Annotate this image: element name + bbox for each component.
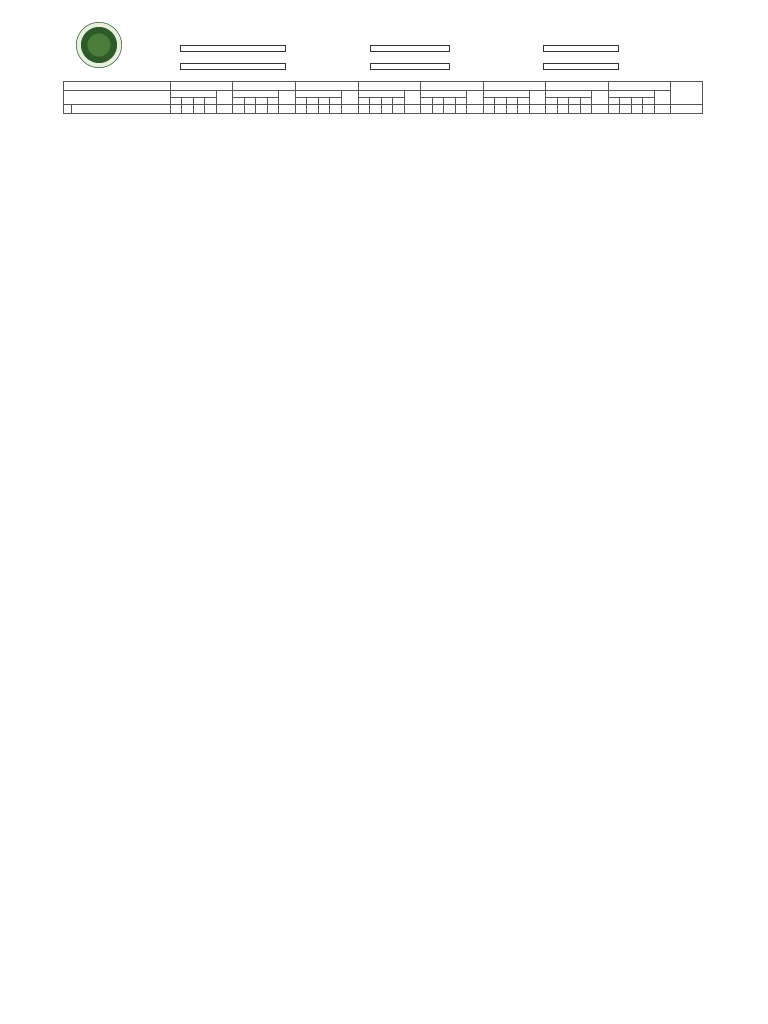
quarter-number-header (546, 98, 558, 105)
quarter-number-header (580, 98, 592, 105)
table-cell (370, 105, 382, 114)
quarter-number-header (170, 98, 182, 105)
grades-table-male (63, 81, 703, 114)
table-cell (444, 105, 456, 114)
table-cell (580, 105, 592, 114)
quarter-number-header (182, 98, 194, 105)
quarter-number-header (483, 98, 495, 105)
table-cell (307, 105, 319, 114)
quarter-header (608, 91, 654, 98)
quarter-number-header (381, 98, 393, 105)
table-cell (620, 105, 632, 114)
quarter-number-header (267, 98, 279, 105)
quarter-number-header (330, 98, 342, 105)
table-cell (193, 105, 205, 114)
table-cell (295, 105, 307, 114)
table-cell (483, 105, 495, 114)
quarter-header (295, 91, 341, 98)
table-cell (592, 105, 609, 114)
quarter-number-header (233, 98, 245, 105)
final-grade-header (467, 91, 484, 105)
table-cell (256, 105, 268, 114)
subject-header (170, 82, 233, 91)
final-grade-header (654, 91, 671, 105)
table-cell (393, 105, 405, 114)
table-cell (279, 105, 296, 114)
names-of-learners-header (64, 91, 171, 105)
table-cell (404, 105, 421, 114)
group-label (72, 105, 171, 114)
quarter-number-header (205, 98, 217, 105)
subject-header (295, 82, 358, 91)
final-grade-header (341, 91, 358, 105)
quarter-number-header (358, 98, 370, 105)
quarter-number-header (608, 98, 620, 105)
table-cell (216, 105, 233, 114)
group-row (64, 105, 703, 114)
quarter-number-header (557, 98, 569, 105)
quarter-number-header (495, 98, 507, 105)
quarter-number-header (569, 98, 581, 105)
deped-seal-logo (76, 22, 122, 68)
table-cell (432, 105, 444, 114)
subject-header (546, 82, 609, 91)
quarter-header (358, 91, 404, 98)
table-cell (569, 105, 581, 114)
quarter-number-header (318, 98, 330, 105)
final-grade-header (592, 91, 609, 105)
subject-header (483, 82, 546, 91)
quarter-number-header (393, 98, 405, 105)
table-cell (671, 105, 703, 114)
quarter-header (233, 91, 279, 98)
school-name-field (180, 63, 286, 70)
table-cell (170, 105, 182, 114)
table-cell (182, 105, 194, 114)
school-year-field (543, 45, 619, 52)
table-cell (330, 105, 342, 114)
table-cell (557, 105, 569, 114)
table-cell (506, 105, 518, 114)
table-cell (631, 105, 643, 114)
table-cell (381, 105, 393, 114)
table-cell (495, 105, 507, 114)
subject-header (421, 82, 484, 91)
quarter-header (421, 91, 467, 98)
table-cell (358, 105, 370, 114)
final-grade-header (216, 91, 233, 105)
row-number (64, 105, 72, 114)
quarter-header (170, 91, 216, 98)
quarter-number-header (444, 98, 456, 105)
table-cell (421, 105, 433, 114)
quarter-number-header (256, 98, 268, 105)
gen-average-header (671, 82, 703, 105)
table-cell (529, 105, 546, 114)
table-cell (608, 105, 620, 114)
quarter-number-header (307, 98, 319, 105)
table-cell (643, 105, 655, 114)
quarter-number-header (193, 98, 205, 105)
subject-header (233, 82, 296, 91)
subject-header (608, 82, 671, 91)
subject-header (358, 82, 421, 91)
quarter-number-header (295, 98, 307, 105)
quarter-number-header (370, 98, 382, 105)
grade-section-field (543, 63, 619, 70)
quarter-number-header (631, 98, 643, 105)
quarter-number-header (620, 98, 632, 105)
quarter-number-header (643, 98, 655, 105)
adviser-label (64, 82, 171, 91)
table-cell (654, 105, 671, 114)
quarter-number-header (506, 98, 518, 105)
quarter-number-header (518, 98, 530, 105)
table-cell (467, 105, 484, 114)
final-grade-header (529, 91, 546, 105)
table-cell (546, 105, 558, 114)
table-cell (244, 105, 256, 114)
quarter-number-header (455, 98, 467, 105)
table-cell (341, 105, 358, 114)
table-cell (233, 105, 245, 114)
region-field (180, 45, 286, 52)
table-cell (318, 105, 330, 114)
table-cell (518, 105, 530, 114)
quarter-number-header (421, 98, 433, 105)
table-cell (267, 105, 279, 114)
final-grade-header (279, 91, 296, 105)
quarter-header (546, 91, 592, 98)
quarter-number-header (432, 98, 444, 105)
quarter-header (483, 91, 529, 98)
table-cell (455, 105, 467, 114)
division-field (370, 45, 450, 52)
final-grade-header (404, 91, 421, 105)
table-cell (205, 105, 217, 114)
quarter-number-header (244, 98, 256, 105)
school-id-field (370, 63, 450, 70)
